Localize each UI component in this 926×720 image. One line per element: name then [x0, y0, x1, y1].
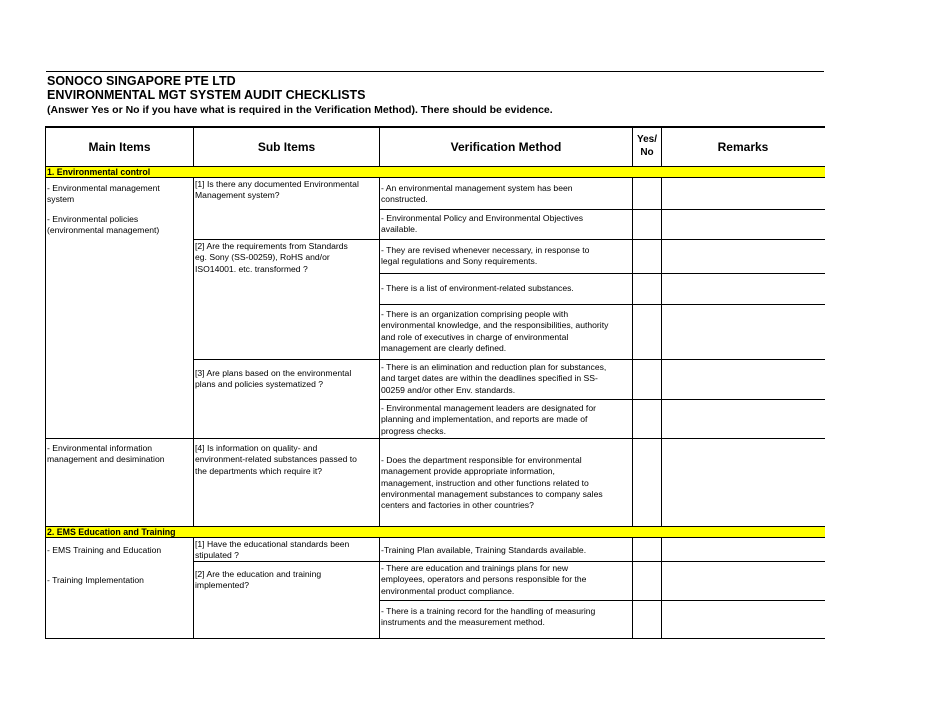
- column-header-remarks: Remarks: [717, 140, 769, 154]
- column-header-yes-no: Yes/ No: [636, 134, 658, 158]
- column-header-main-items: Main Items: [88, 140, 151, 154]
- verification-method: - They are revised whenever necessary, in response to legal regulations and Sony requirements.: [381, 245, 590, 267]
- sub-item: [1] Is there any documented Environmental Management system?: [195, 179, 359, 201]
- main-item: - EMS Training and Education: [47, 545, 162, 555]
- section-title-1: 1. Environmental control: [47, 167, 151, 177]
- main-item: - Environmental policies (environmental management): [47, 214, 160, 236]
- verification-method: - Does the department responsible for environmental management provide appropriate information, management, instruction and other functions related to environmental management substances to company sales centers and factories in other countries?: [381, 455, 603, 511]
- verification-method: - There is an elimination and reduction plan for substances, and target dates are within the deadlines specified in SS- 00259 and/or other Env. standards.: [381, 362, 607, 395]
- verification-method: - There is a list of environment-related substances.: [381, 283, 574, 293]
- main-item: - Environmental management system: [47, 183, 160, 205]
- main-item: - Environmental information management and desimination: [47, 443, 165, 465]
- instruction-text: (Answer Yes or No if you have what is required in the Verification Method). There should be evidence.: [47, 104, 553, 116]
- section-band-1: [45, 167, 825, 177]
- sub-item: [2] Are the requirements from Standards eg. Sony (SS-00259), RoHS and/or ISO14001. etc. transformed ?: [195, 241, 348, 274]
- section-title-2: 2. EMS Education and Training: [47, 527, 176, 537]
- verification-method: - There are education and trainings plans for new employees, operators and persons responsible for the environmental product compliance.: [381, 563, 587, 596]
- column-header-verification-method: Verification Method: [450, 140, 562, 154]
- verification-method: - An environmental management system has been constructed.: [381, 183, 573, 205]
- column-header-sub-items: Sub Items: [257, 140, 316, 154]
- top-rule: [46, 71, 824, 72]
- verification-method: - There is a training record for the handling of measuring instruments and the measurement method.: [381, 606, 596, 628]
- sub-item: [4] Is information on quality- and environment-related substances passed to the departments which require it?: [195, 443, 357, 476]
- document-title: ENVIRONMENTAL MGT SYSTEM AUDIT CHECKLISTS: [47, 88, 366, 102]
- main-item: - Training Implementation: [47, 575, 144, 585]
- verification-method: - Environmental management leaders are designated for planning and implementation, and reports are made of progress checks.: [381, 403, 596, 436]
- sub-item: [3] Are plans based on the environmental plans and policies systematized ?: [195, 368, 352, 390]
- sub-item: [1] Have the educational standards been stipulated ?: [195, 539, 350, 561]
- verification-method: - There is an organization comprising people with environmental knowledge, and the responsibilities, authority and role of executives in charge of environmental management are clearly defined.: [381, 309, 609, 353]
- company-name: SONOCO SINGAPORE PTE LTD: [47, 74, 236, 88]
- sub-item: [2] Are the education and training implemented?: [195, 569, 322, 591]
- verification-method: -Training Plan available, Training Standards available.: [381, 545, 587, 555]
- verification-method: - Environmental Policy and Environmental Objectives available.: [381, 213, 584, 235]
